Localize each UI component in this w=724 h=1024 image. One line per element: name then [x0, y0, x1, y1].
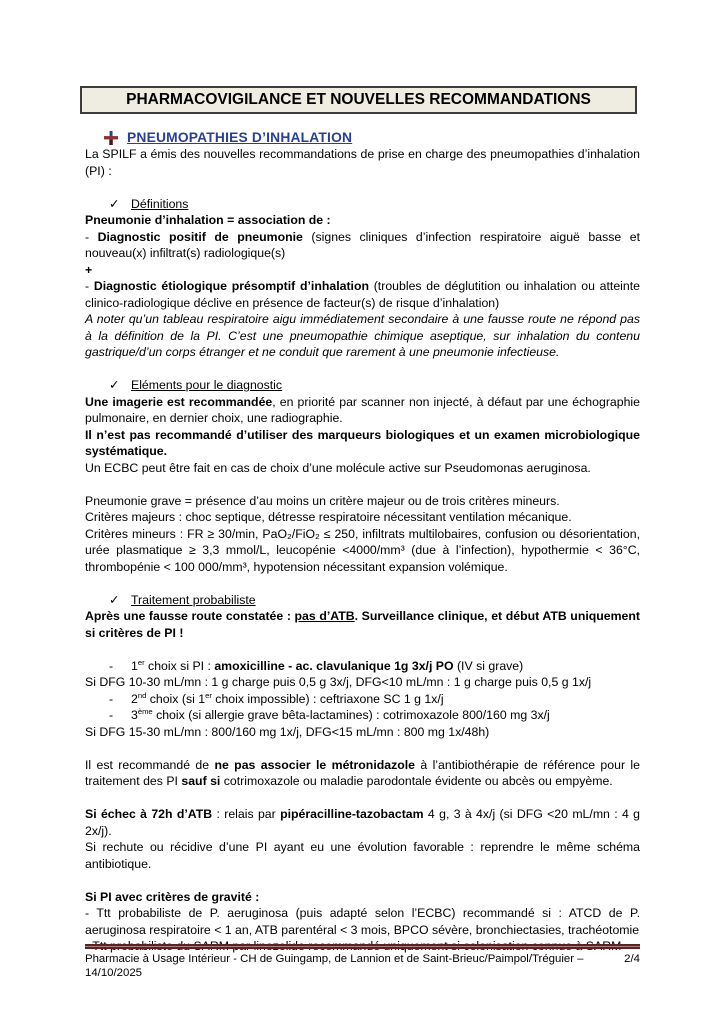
page-footer: [85, 952, 640, 980]
blank-line: [85, 476, 640, 493]
checkmark-icon: ✓: [109, 378, 120, 392]
paragraph: - Diagnostic positif de pneumonie (signes cliniques d’infection respiratoire aiguë basse et nouveau(x) infiltrat(s) radiologique(s): [85, 229, 640, 260]
dash-list-item: - 2nd choix (si 1er choix impossible) : ceftriaxone SC 1 g 1x/j: [109, 690, 444, 706]
paragraph: +: [85, 262, 93, 277]
dash-list-item: - 3ème choix (si allergie grave bêta-lactamines) : cotrimoxazole 800/160 mg 3x/j: [109, 706, 550, 722]
check-heading: [85, 592, 640, 609]
check-heading: [85, 196, 640, 213]
paragraph: A noter qu’un tableau respiratoire aigu immédiatement secondaire à une fausse route ne répond pas à la définition de la PI. C’est une pneumopathie chimique aseptique, sur inhalation du contenu gastrique/d’un corps étranger et ne conduit que rarement à une pneumonie infectieuse.: [85, 312, 640, 359]
paragraph: Si PI avec critères de gravité :: [85, 889, 260, 904]
footer-rule: [85, 944, 640, 949]
paragraph: - Ttt probabiliste de P. aeruginosa (puis adapté selon l’ECBC) recommandé si : ATCD de P. aeruginosa respiratoire < 1 an, ATB parentéral < 3 mois, BPCO sévère, bronchiectasies, trachéotomie: [85, 906, 640, 937]
check-heading-label: Traitement probabiliste: [131, 592, 256, 607]
blank-line: [85, 361, 640, 378]
paragraph: Un ECBC peut être fait en cas de choix d’une molécule active sur Pseudomonas aeruginosa.: [85, 460, 591, 475]
paragraph: Il n’est pas recommandé d’utiliser des marqueurs biologiques et un examen microbiologique systématique.: [85, 427, 640, 458]
section-heading: [104, 129, 724, 146]
check-heading: [85, 377, 640, 394]
blank-line: [85, 790, 640, 807]
checkmark-icon: ✓: [109, 592, 120, 607]
check-heading-label: Définitions: [131, 196, 189, 211]
blank-line: [85, 179, 640, 196]
page-number: 2/4: [624, 953, 640, 965]
paragraph: La SPILF a émis des nouvelles recommandations de prise en charge des pneumopathies d’inhalation (PI) :: [85, 147, 640, 178]
blank-line: [85, 575, 640, 592]
check-heading-label: Eléments pour le diagnostic: [131, 378, 283, 392]
paragraph: Critères majeurs : choc septique, détresse respiratoire nécessitant ventilation mécanique.: [85, 510, 572, 524]
paragraph: Une imagerie est recommandée, en priorité par scanner non injecté, à défaut par une échographie pulmonaire, en dernier choix, une radiographie.: [85, 394, 640, 425]
paragraph: Si DFG 15-30 mL/mn : 800/160 mg 1x/j, DFG<15 mL/mn : 800 mg 1x/48h): [85, 724, 490, 739]
checkmark-icon: ✓: [109, 196, 120, 211]
blank-line: [85, 641, 640, 658]
document-title-banner: [80, 86, 637, 114]
paragraph: Si rechute ou récidive d’une PI ayant eu une évolution favorable : reprendre le même schéma antibiotique.: [85, 840, 640, 871]
paragraph: Si échec à 72h d’ATB : relais par pipéracilline-tazobactam 4 g, 3 à 4x/j (si DFG <20 mL/mn : 4 g 2x/j).: [85, 807, 641, 838]
paragraph: Critères mineurs : FR ≥ 30/min, PaO₂/FiO₂ ≤ 250, infiltrats multilobaires, confusion ou désorientation, urée plasmatique ≥ 3,3 mmol/L, leucopénie <4000/mm³ (due à l’infection), hypothermie < 36°C, thrombopénie < 100 000/mm³, hypotension nécessitant expansion volémique.: [85, 526, 640, 574]
paragraph: Si DFG 10-30 mL/mn : 1 g charge puis 0,5 g 3x/j, DFG<10 mL/mn : 1 g charge puis 0,5 g 1x/j: [85, 675, 592, 689]
document-body: [85, 146, 640, 955]
paragraph: Après une fausse route constatée : pas d’ATB. Surveillance clinique, et début ATB uniquement si critères de PI !: [85, 609, 640, 640]
blank-line: [85, 740, 640, 757]
footer-text: Pharmacie à Usage Intérieur - CH de Guingamp, de Lannion et de Saint-Brieuc/Paimpol/Tréguier – 14/10/2025: [85, 953, 584, 979]
dash-bullet: -: [109, 691, 114, 706]
dash-list-item: - 1er choix si PI : amoxicilline - ac. clavulanique 1g 3x/j PO (IV si grave): [109, 657, 524, 673]
paragraph: Pneumonie grave = présence d’au moins un critère majeur ou de trois critères mineurs.: [85, 493, 560, 508]
section-title-link[interactable]: PNEUMOPATHIES D’INHALATION: [127, 130, 353, 145]
paragraph: - Diagnostic étiologique présomptif d’inhalation (troubles de déglutition ou inhalation ou atteinte clinico-radiologique déclive en présence de facteur(s) de risque d’inhalation): [85, 279, 640, 310]
paragraph: Il est recommandé de ne pas associer le métronidazole à l’antibiothérapie de référence pour le traitement des PI sauf si cotrimoxazole ou maladie parodontale évidente ou abcès ou empyème.: [85, 757, 640, 788]
dash-bullet: -: [109, 658, 114, 673]
document-title: PHARMACOVIGILANCE ET NOUVELLES RECOMMANDATIONS: [126, 91, 591, 108]
paragraph: Pneumonie d’inhalation = association de :: [85, 213, 331, 227]
blank-line: [85, 872, 640, 889]
cross-bullet-icon: [104, 131, 118, 145]
dash-bullet: -: [109, 708, 114, 722]
